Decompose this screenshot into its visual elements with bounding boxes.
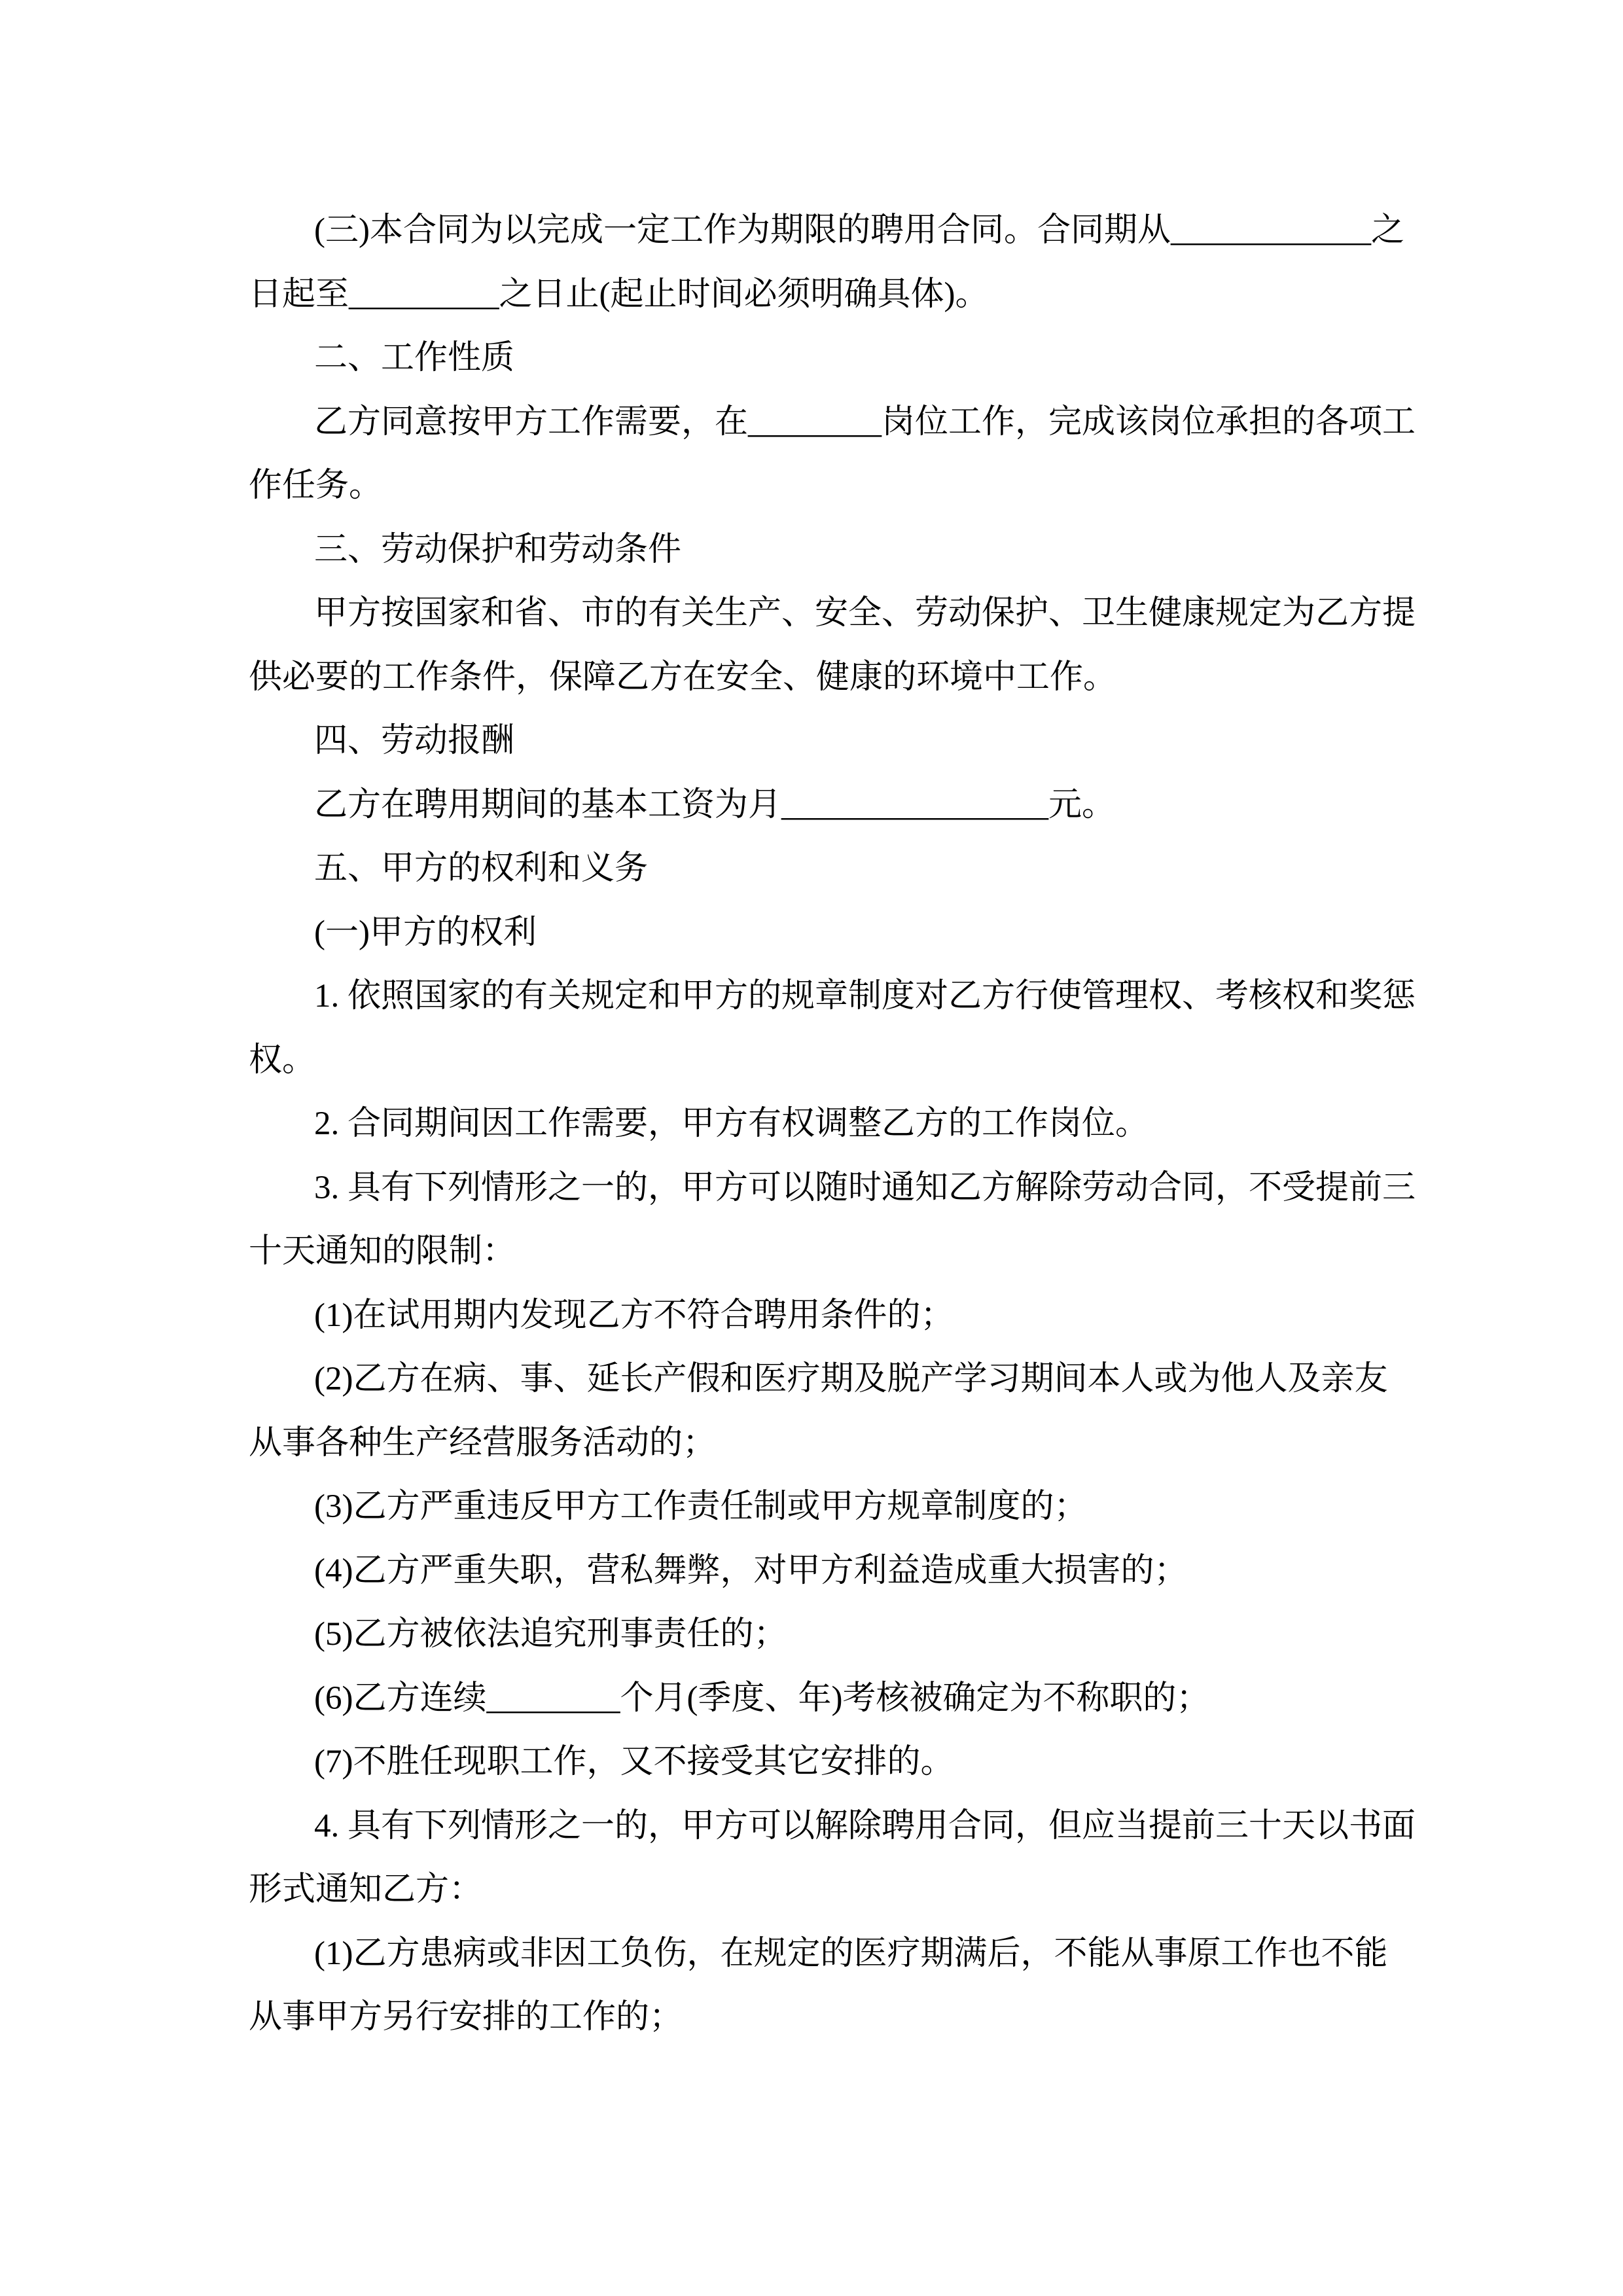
subsection-heading: (一)甲方的权利 xyxy=(314,914,537,951)
text-line: 3. 具有下列情形之一的，甲方可以随时通知乙方解除劳动合同，不受提前三 xyxy=(314,1169,1416,1206)
text-line: 乙方在聘用期间的基本工资为月________________元。 xyxy=(314,786,1116,823)
text-line: 2. 合同期间因工作需要，甲方有权调整乙方的工作岗位。 xyxy=(314,1105,1149,1142)
section-heading: 三、劳动保护和劳动条件 xyxy=(314,531,682,568)
text-line: 权。 xyxy=(249,1041,316,1079)
text-line: 1. 依照国家的有关规定和甲方的规章制度对乙方行使管理权、考核权和奖惩 xyxy=(314,978,1416,1014)
list-item: (1)乙方患病或非因工负伤，在规定的医疗期满后，不能从事原工作也不能 xyxy=(314,1935,1388,1972)
section-heading: 五、甲方的权利和义务 xyxy=(314,850,649,887)
text-line: 供必要的工作条件，保障乙方在安全、健康的环境中工作。 xyxy=(249,658,1117,696)
list-item: (6)乙方连续________个月(季度、年)考核被确定为不称职的； xyxy=(314,1679,1210,1717)
text-line: 作任务。 xyxy=(249,467,383,504)
list-item: (2)乙方在病、事、延长产假和医疗期及脱产学习期间本人或为他人及亲友 xyxy=(314,1361,1388,1397)
section-heading: 四、劳动报酬 xyxy=(314,723,515,759)
document-body xyxy=(249,199,1420,2050)
text-line: 形式通知乙方： xyxy=(249,1871,483,1908)
list-item: (4)乙方严重失职，营私舞弊，对甲方利益造成重大损害的； xyxy=(314,1552,1188,1589)
text-line: (三)本合同为以完成一定工作为期限的聘用合同。合同期从____________之 xyxy=(314,212,1404,249)
text-line: 4. 具有下列情形之一的，甲方可以解除聘用合同，但应当提前三十天以书面 xyxy=(314,1807,1416,1844)
list-item: (5)乙方被依法追究刑事责任的； xyxy=(314,1616,787,1653)
section-heading: 二、工作性质 xyxy=(314,340,515,376)
text-line: 从事甲方另行安排的工作的； xyxy=(249,1999,683,2036)
text-line: 甲方按国家和省、市的有关生产、安全、劳动保护、卫生健康规定为乙方提 xyxy=(314,595,1416,632)
list-item: (1)在试用期内发现乙方不符合聘用条件的； xyxy=(314,1297,954,1334)
text-line: 从事各种生产经营服务活动的； xyxy=(249,1424,717,1462)
text-line: 十天通知的限制： xyxy=(249,1233,516,1270)
text-line: 乙方同意按甲方工作需要，在________岗位工作，完成该岗位承担的各项工 xyxy=(314,403,1416,440)
list-item: (7)不胜任现职工作，又不接受其它安排的。 xyxy=(314,1744,954,1780)
list-item: (3)乙方严重违反甲方工作责任制或甲方规章制度的； xyxy=(314,1488,1088,1525)
text-line: 日起至_________之日止(起止时间必须明确具体)。 xyxy=(249,276,989,313)
